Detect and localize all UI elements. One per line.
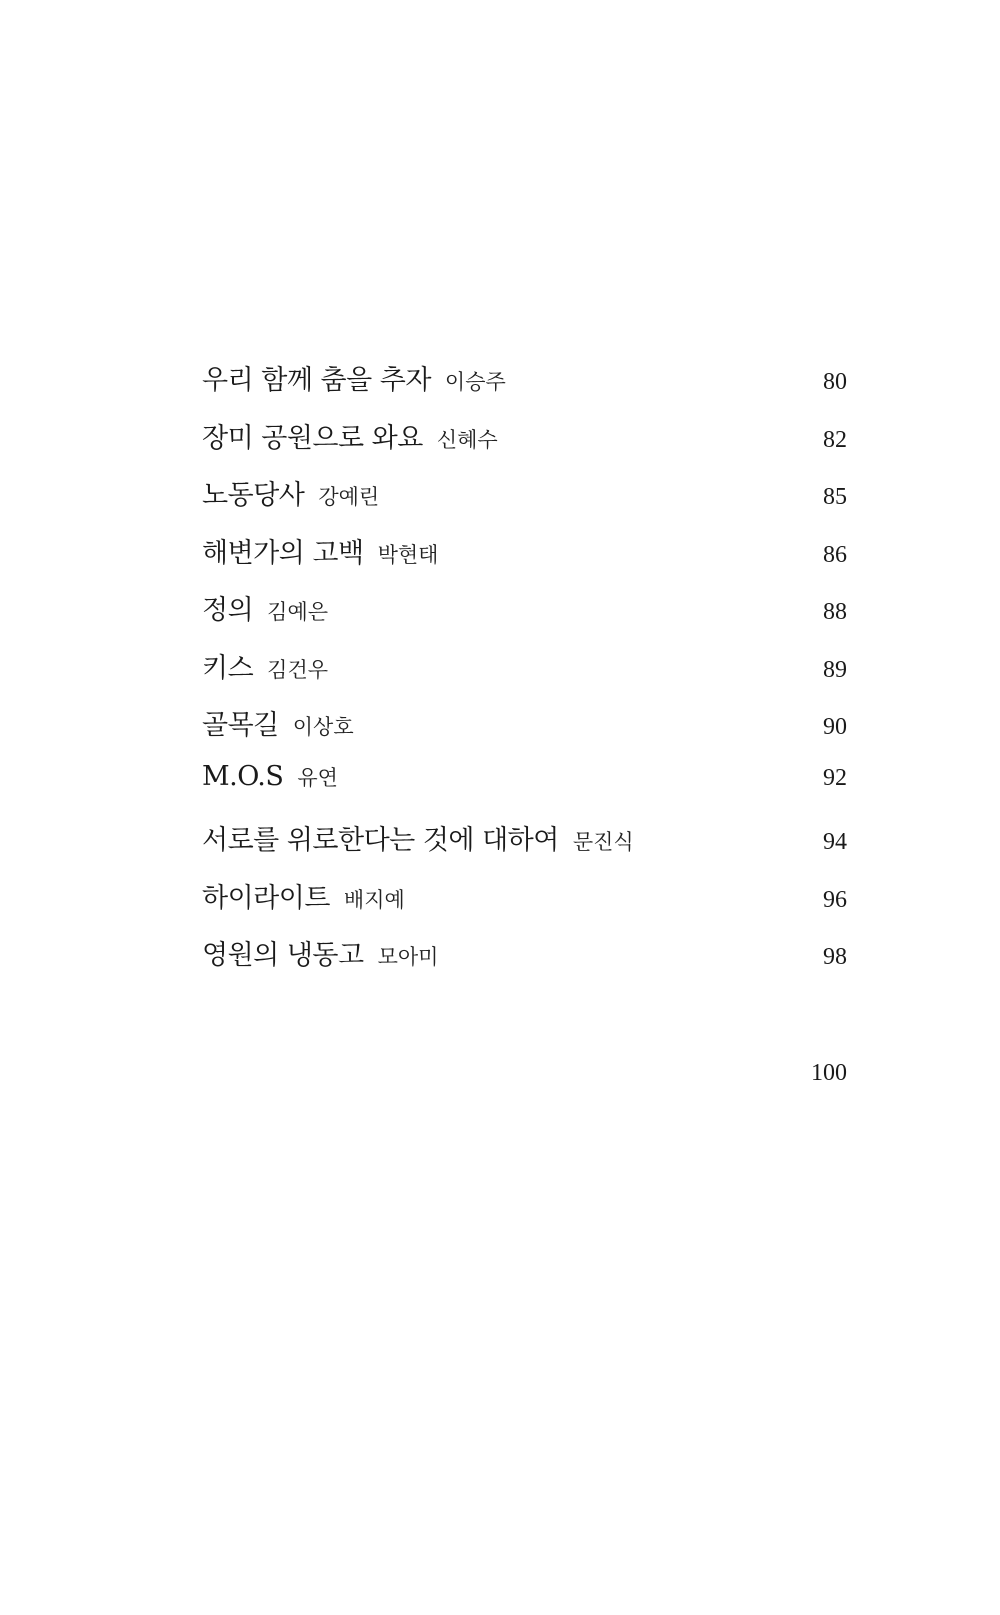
entry-title: 장미 공원으로 와요 xyxy=(202,422,423,454)
entry-author: 강예린 xyxy=(318,485,380,509)
entry-title: 서로를 위로한다는 것에 대하여 xyxy=(202,825,559,856)
folio-page-number: 100 xyxy=(811,1060,847,1086)
entry-author: 김건우 xyxy=(267,657,329,682)
entry-author: 모아미 xyxy=(377,945,439,969)
entry-page-number: 92 xyxy=(823,764,847,791)
entry-author: 김예은 xyxy=(267,600,329,624)
entry-author: 박현태 xyxy=(377,542,439,567)
entry-author: 이상호 xyxy=(292,715,354,739)
entry-title: 우리 함께 춤을 추자 xyxy=(202,365,431,396)
entry-title: 키스 xyxy=(202,652,254,684)
entry-title: M.O.S xyxy=(202,760,284,792)
toc-entry[interactable] xyxy=(202,588,847,646)
entry-author: 유연 xyxy=(297,765,338,790)
toc-entry[interactable] xyxy=(202,761,847,819)
toc-entry[interactable] xyxy=(202,876,847,934)
entry-author: 신혜수 xyxy=(436,427,498,452)
entry-author: 문진식 xyxy=(572,830,634,854)
entry-title: 하이라이트 xyxy=(202,882,330,914)
toc-entry[interactable] xyxy=(202,416,847,474)
toc-entry[interactable] xyxy=(202,818,847,876)
entry-author: 이승주 xyxy=(444,370,506,394)
entry-page-number: 94 xyxy=(823,829,847,855)
toc-entry[interactable] xyxy=(202,933,847,991)
toc-entry[interactable] xyxy=(202,473,847,531)
entry-page-number: 89 xyxy=(823,656,847,683)
entry-page-number: 86 xyxy=(823,541,847,568)
entry-page-number: 80 xyxy=(823,369,847,395)
entry-page-number: 82 xyxy=(823,426,847,453)
entry-title: 노동당사 xyxy=(202,480,305,511)
toc-entry[interactable] xyxy=(202,703,847,761)
entry-title: 해변가의 고백 xyxy=(202,537,364,569)
entry-title: 정의 xyxy=(202,595,254,626)
toc-entry[interactable] xyxy=(202,531,847,589)
entry-author: 배지예 xyxy=(343,887,405,912)
entry-page-number: 98 xyxy=(823,944,847,970)
table-of-contents xyxy=(202,358,847,991)
toc-entry[interactable] xyxy=(202,358,847,416)
entry-page-number: 96 xyxy=(823,886,847,913)
toc-entry[interactable] xyxy=(202,646,847,704)
entry-page-number: 88 xyxy=(823,599,847,625)
entry-page-number: 85 xyxy=(823,484,847,510)
entry-title: 영원의 냉동고 xyxy=(202,940,364,971)
entry-title: 골목길 xyxy=(202,710,279,741)
entry-page-number: 90 xyxy=(823,714,847,740)
